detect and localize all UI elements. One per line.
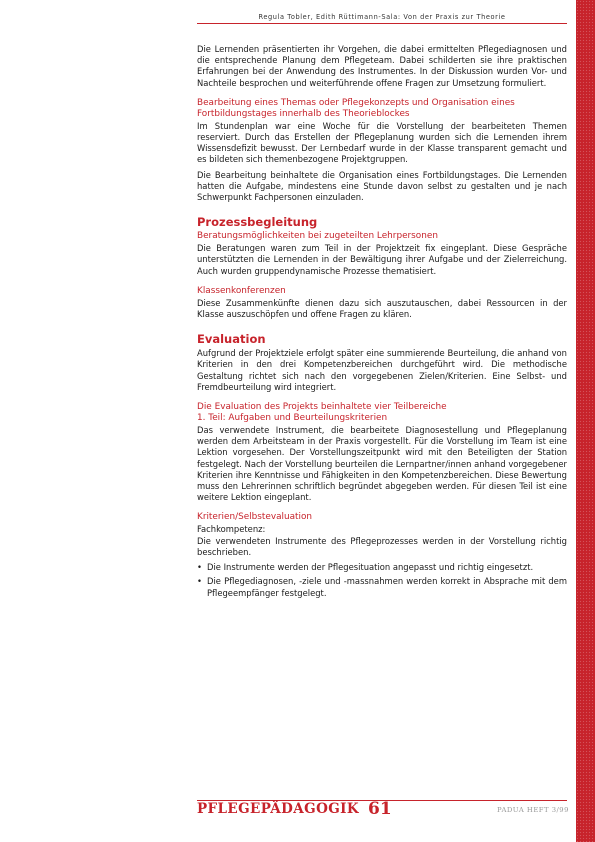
klassenkonferenzen-paragraph: Diese Zusammenkünfte dienen dazu sich auszutauschen, dabei Ressourcen in der Klasse auszuschöpfen und offene Fragen zu klären. [197, 297, 567, 320]
bearbeitung-paragraph-2: Die Bearbeitung beinhaltete die Organisation eines Fortbildungstages. Die Lernenden hatten die Aufgabe, mindestens eine Stunde davon selbst zu gestalten und je nach Schwerpunkt Fachpersonen einzuladen. [197, 169, 567, 203]
evaluation-paragraph-1: Aufgrund der Projektziele erfolgt später eine summierende Beurteilung, die anhand von Kriterien in den drei Kompetenzbereichen durchgeführt wird. Die methodische Gestaltung richtet sich nach den vorgegebenen Zielen/Kriterien. Eine Selbst- und Fremdbeurteilung wird integriert. [197, 348, 567, 392]
bearbeitung-paragraph-1: Im Stundenplan war eine Woche für die Vorstellung der bearbeiteten Themen reserviert. Durch das Erstellen der Pflegeplanung wurden sich die Lernenden ihrem Wissensdefizit bewusst. Der Lernbedarf wurde in der Klasse transparent gemacht und es bildeten sich themenbezogene Projektgruppen. [197, 120, 567, 165]
page-number: 61 [368, 799, 392, 819]
bearbeitung-heading: Bearbeitung eines Themas oder Pflegekonzepts und Organisation eines Fortbildungstages innerhalb des Theorieblockes [197, 97, 515, 119]
red-side-bar [576, 0, 595, 842]
article-body [197, 44, 567, 602]
kriterien-heading: Kriterien/Selbstevaluation [197, 512, 313, 523]
list-item-text: Die Pflegediagnosen, -ziele und -massnahmen werden korrekt in Absprache mit dem Pflegeempfänger festgelegt. [207, 576, 567, 598]
fachkompetenz-paragraph: Die verwendeten Instrumente des Pflegeprozesses werden in der Vorstellung richtig beschrieben. [197, 535, 567, 557]
journal-title: PFLEGEPÄDAGOGIK [197, 801, 360, 817]
running-header: Regula Tobler, Edith Rüttimann-Sala: Von der Praxis zur Theorie [258, 13, 506, 21]
bullet-icon: • [197, 562, 202, 573]
evaluation-heading-line-1: Die Evaluation des Projekts beinhaltete vier Teilbereiche [197, 402, 447, 413]
intro-paragraph: Die Lernenden präsentierten ihr Vorgehen, die dabei ermittelten Pflegediagnosen und die entsprechende Planung dem Pflegeteam. Dabei schilderten sie ihre praktischen Erfahrungen bei der Anwendung des Instrumentes. In der Diskussion wurden Vor- und Nachteile besprochen und weiterführende offene Fragen zur Umsetzung formuliert. [197, 44, 567, 88]
list-item [197, 562, 567, 573]
bullet-icon: • [197, 576, 202, 587]
section-title-prozessbegleitung: Prozessbegleitung [197, 215, 318, 230]
klassenkonferenzen-heading: Klassenkonferenzen [197, 285, 286, 296]
beratung-paragraph: Die Beratungen waren zum Teil in der Projektzeit fix eingeplant. Diese Gespräche unterstützten die Lernenden in der Bewältigung ihrer Aufgabe und der Zielerreichung. Auch wurden gruppendynamische Prozesse thematisiert. [197, 243, 567, 276]
evaluation-paragraph-2: Das verwendete Instrument, die bearbeitete Diagnosestellung und Pflegeplanung werden dem Arbeitsteam in der Praxis vorgestellt. Für die Vorstellung im Team ist eine Lektion vorgesehen. Der Vorstellungszeitpunkt wird mit den Beteiligten der Station festgelegt. Nach der Vorstellung beurteilen die Lernpartner/innen anhand vorgegebener Kriterien ihre Kenntnisse und Fähigkeiten in den Kompetenzbereichen. Diese Bewertung muss den Lehrerinnen schriftlich begründet abgegeben werden. Für diesen Teil ist eine weitere Lektion eingeplant. [197, 425, 567, 503]
issue-label: PADUA HEFT 3/99 [497, 806, 569, 814]
criteria-list [197, 562, 567, 599]
fachkompetenz-label: Fachkompetenz: [197, 524, 266, 535]
section-title-evaluation: Evaluation [197, 332, 266, 347]
beratung-heading: Beratungsmöglichkeiten bei zugeteilten Lehrpersonen [197, 231, 438, 242]
evaluation-heading-line-2: 1. Teil: Aufgaben und Beurteilungskriterien [197, 413, 388, 424]
list-item-text: Die Instrumente werden der Pflegesituation angepasst und richtig eingesetzt. [207, 562, 534, 573]
header-rule [197, 23, 567, 24]
list-item [197, 576, 567, 598]
